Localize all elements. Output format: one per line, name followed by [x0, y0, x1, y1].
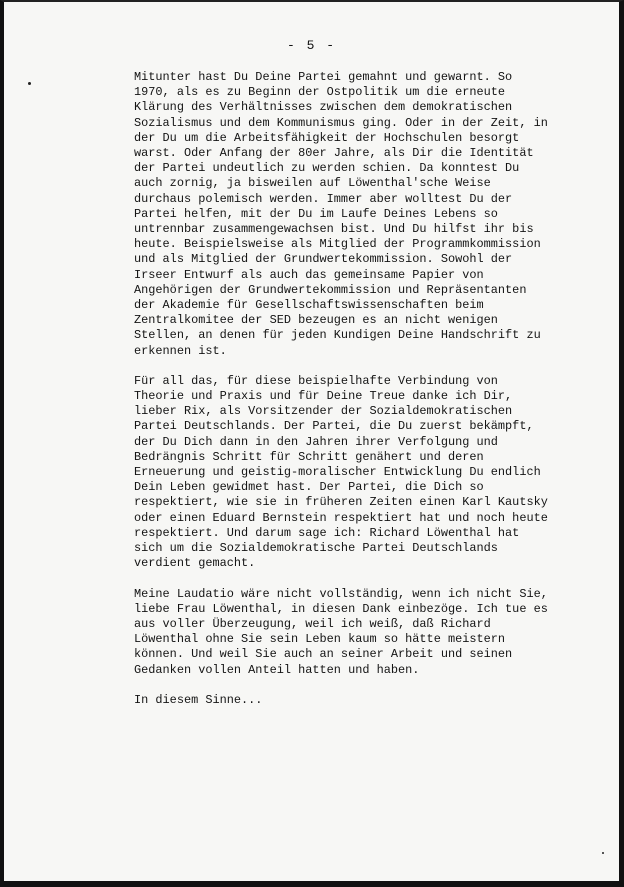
text-line: untrennbar zusammengewachsen bist. Und Du hilfst ihr bis	[134, 222, 534, 237]
text-line: Erneuerung und geistig-moralischer Entwicklung Du endlich	[134, 465, 541, 480]
page-number: - 5 -	[286, 38, 336, 53]
text-line: Meine Laudatio wäre nicht vollständig, wenn ich nicht Sie,	[134, 586, 548, 601]
text-line: oder einen Eduard Bernstein respektiert hat und noch heute	[134, 510, 548, 525]
text-line: liebe Frau Löwenthal, in diesen Dank einbezöge. Ich tue es	[134, 601, 548, 616]
text-line: Zentralkomitee der SED bezeugen es an nicht wenigen	[134, 313, 498, 328]
text-line: der Du um die Arbeitsfähigkeit der Hochschulen besorgt	[134, 130, 520, 145]
text-line: verdient gemacht.	[134, 556, 256, 571]
text-line: Gedanken vollen Anteil hatten und haben.	[134, 662, 420, 677]
text-line: Klärung des Verhältnisses zwischen dem demokratischen	[134, 100, 513, 115]
text-line: respektiert. Und darum sage ich: Richard Löwenthal hat	[134, 525, 520, 540]
paragraph	[134, 693, 574, 708]
text-line: sich um die Sozialdemokratische Partei Deutschlands	[134, 541, 498, 556]
letter-body	[134, 70, 574, 723]
scan-speck	[602, 852, 604, 854]
paragraph	[134, 587, 574, 678]
text-line: Partei helfen, mit der Du im Laufe Deines Lebens so	[134, 206, 498, 221]
text-line: können. Und weil Sie auch an seiner Arbeit und seinen	[134, 647, 513, 662]
text-line: Angehörigen der Grundwertekommission und Repräsentanten	[134, 282, 527, 297]
text-line: warst. Oder Anfang der 80er Jahre, als Dir die Identität	[134, 146, 534, 161]
text-line: der Du Dich dann in den Jahren ihrer Verfolgung und	[134, 434, 498, 449]
text-line: Mitunter hast Du Deine Partei gemahnt und gewarnt. So	[134, 70, 513, 84]
text-line: aus voller Überzeugung, weil ich weiß, daß Richard	[134, 616, 491, 631]
text-line: erkennen ist.	[134, 343, 227, 358]
text-line: heute. Beispielsweise als Mitglied der Programmkommission	[134, 237, 541, 252]
text-line: Dein Leben gewidmet hast. Der Partei, die Dich so	[134, 480, 484, 495]
text-line: der Akademie für Gesellschaftswissenschaften beim	[134, 298, 484, 313]
text-line: respektiert, wie sie in früheren Zeiten einen Karl Kautsky	[134, 495, 548, 510]
scan-speck	[28, 82, 31, 85]
text-line: Löwenthal ohne Sie sein Leben kaum so hätte meistern	[134, 632, 506, 647]
text-line: lieber Rix, als Vorsitzender der Sozialdemokratischen	[134, 404, 513, 419]
text-line: Theorie und Praxis und für Deine Treue danke ich Dir,	[134, 389, 513, 404]
text-line: Irseer Entwurf als auch das gemeinsame Papier von	[134, 267, 484, 282]
text-line: und als Mitglied der Grundwertekommission. Sowohl der	[134, 252, 513, 267]
text-line: auch zornig, ja bisweilen auf Löwenthal'sche Weise	[134, 176, 491, 191]
text-line: durchaus polemisch werden. Immer aber wolltest Du der	[134, 191, 513, 206]
text-line: Stellen, an denen für jeden Kundigen Deine Handschrift zu	[134, 328, 541, 343]
paragraph	[134, 374, 574, 572]
text-line: Sozialismus und dem Kommunismus ging. Oder in der Zeit, in	[134, 115, 548, 130]
text-line: der Partei undeutlich zu werden schien. Da konntest Du	[134, 161, 520, 176]
text-line: Bedrängnis Schritt für Schritt genähert und deren	[134, 449, 484, 464]
text-line: Partei Deutschlands. Der Partei, die Du zuerst bekämpft,	[134, 419, 534, 434]
paragraph	[134, 70, 574, 359]
text-line: 1970, als es zu Beginn der Ostpolitik um die erneute	[134, 85, 506, 100]
text-line: In diesem Sinne...	[134, 692, 263, 707]
text-line: Für all das, für diese beispielhafte Verbindung von	[134, 373, 498, 388]
